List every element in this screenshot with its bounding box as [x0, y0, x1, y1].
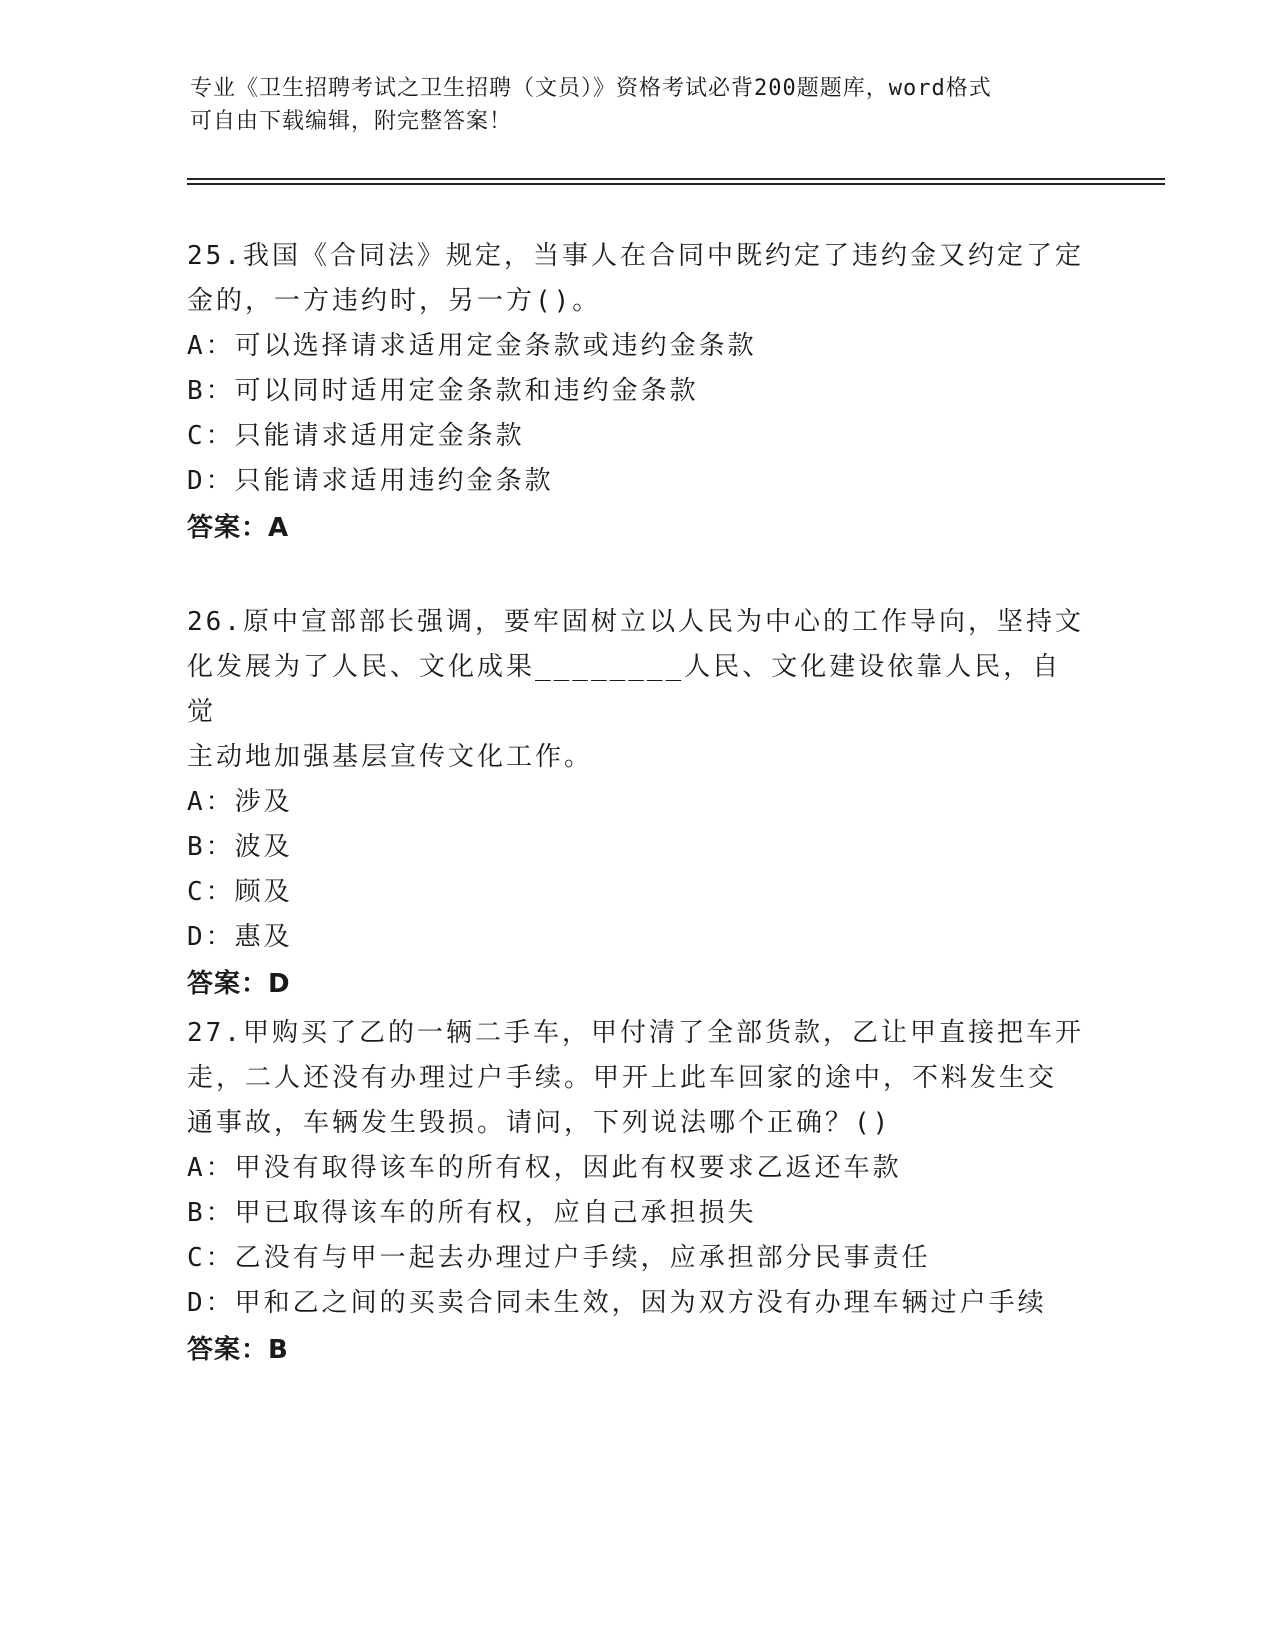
question-27 — [187, 1011, 1087, 1373]
question-stem-line: 化发展为了人民、文化成果________人民、文化建设依靠人民，自觉 — [187, 652, 1062, 727]
option-d: D：惠及 — [187, 922, 293, 952]
option-c: C：顾及 — [187, 877, 293, 907]
option-d: D：只能请求适用违约金条款 — [187, 466, 554, 496]
document-header — [190, 72, 1090, 138]
answer-label: 答案：A — [187, 513, 290, 543]
header-divider-bottom — [187, 183, 1165, 185]
option-a: A：可以选择请求适用定金条款或违约金条款 — [187, 331, 757, 361]
question-stem-line: 主动地加强基层宣传文化工作。 — [187, 742, 594, 772]
question-stem-line: 25.我国《合同法》规定，当事人在合同中既约定了违约金又约定了定 — [187, 241, 1084, 271]
question-stem-line: 27.甲购买了乙的一辆二手车，甲付清了全部货款，乙让甲直接把车开 — [187, 1018, 1084, 1048]
question-25 — [187, 234, 1087, 551]
question-stem-line: 走，二人还没有办理过户手续。甲开上此车回家的途中，不料发生交 — [187, 1063, 1058, 1093]
option-b: B：可以同时适用定金条款和违约金条款 — [187, 376, 699, 406]
option-a: A：甲没有取得该车的所有权，因此有权要求乙返还车款 — [187, 1153, 902, 1183]
option-c: C：只能请求适用定金条款 — [187, 421, 525, 451]
header-line-1: 专业《卫生招聘考试之卫生招聘（文员）》资格考试必背200题题库，word格式 — [190, 76, 992, 101]
option-b: B：波及 — [187, 832, 293, 862]
answer-label: 答案：D — [187, 969, 291, 999]
question-stem-line: 26.原中宣部部长强调，要牢固树立以人民为中心的工作导向，坚持文 — [187, 607, 1084, 637]
header-divider-top — [187, 178, 1165, 180]
question-stem-line: 金的，一方违约时，另一方()。 — [187, 286, 602, 316]
option-b: B：甲已取得该车的所有权，应自己承担损失 — [187, 1198, 757, 1228]
option-a: A：涉及 — [187, 787, 293, 817]
question-stem-line: 通事故，车辆发生毁损。请问，下列说法哪个正确？() — [187, 1108, 892, 1138]
option-c: C：乙没有与甲一起去办理过户手续，应承担部分民事责任 — [187, 1243, 931, 1273]
answer-label: 答案：B — [187, 1335, 289, 1365]
option-d: D：甲和乙之间的买卖合同未生效，因为双方没有办理车辆过户手续 — [187, 1288, 1047, 1318]
question-26 — [187, 600, 1087, 1007]
header-line-2: 可自由下载编辑，附完整答案！ — [190, 109, 513, 134]
